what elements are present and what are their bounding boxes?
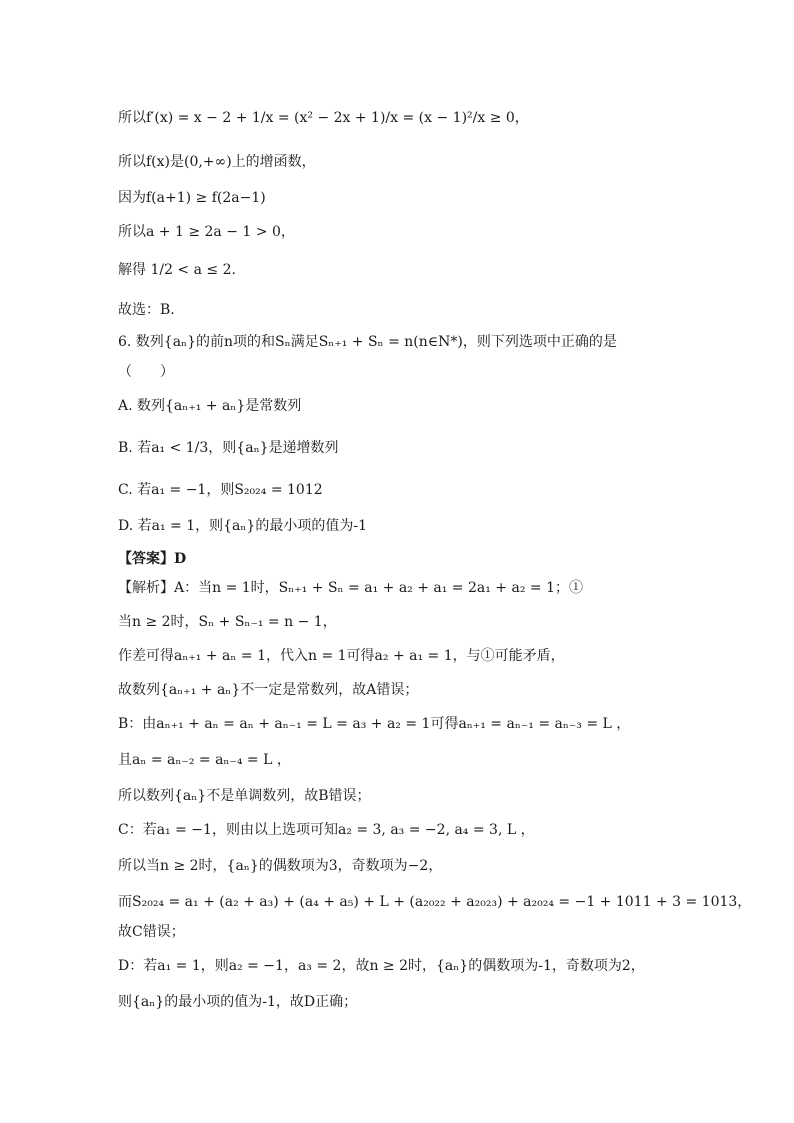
inequality-given-line: 因为f(a+1) ≥ f(2a−1) xyxy=(118,190,266,206)
analysis-b-even-line: 且aₙ = aₙ₋₂ = aₙ₋₄ = L ， xyxy=(118,752,291,768)
analysis-c-parity-line: 所以当n ≥ 2时，{aₙ}的偶数项为3，奇数项为−2， xyxy=(118,858,443,874)
question-6-stem: 6. 数列{aₙ}的前n项的和Sₙ满足Sₙ₊₁ + Sₙ = n(n∈N*)，则下列选项中正确的是 xyxy=(118,334,617,350)
analysis-d-conclusion-line: 则{aₙ}的最小项的值为-1，故D正确； xyxy=(118,994,358,1010)
analysis-difference-line: 作差可得aₙ₊₁ + aₙ = 1，代入n = 1可得a₂ + a₁ = 1，与①可能矛盾， xyxy=(118,648,565,664)
choice-line: 故选：B. xyxy=(118,302,175,318)
analysis-d-line: D：若a₁ = 1，则a₂ = −1，a₃ = 2，故n ≥ 2时，{aₙ}的偶数项为-1，奇数项为2， xyxy=(118,958,645,974)
option-c: C. 若a₁ = −1，则S₂₀₂₄ = 1012 xyxy=(118,482,323,498)
question-6-blank: （ ） xyxy=(118,364,174,380)
analysis-c-conclusion-line: 故C错误； xyxy=(118,924,185,940)
analysis-b-line: B：由aₙ₊₁ + aₙ = aₙ + aₙ₋₁ = L = a₃ + a₂ = 1可得aₙ₊₁ = aₙ₋₁ = aₙ₋₃ = L ， xyxy=(118,716,631,732)
analysis-b-conclusion-line: 所以数列{aₙ}不是单调数列，故B错误； xyxy=(118,788,371,804)
solution-range-line: 解得 1/2 < a ≤ 2. xyxy=(118,262,236,278)
derivative-line: 所以f′(x) = x − 2 + 1/x = (x² − 2x + 1)/x = (x − 1)²/x ≥ 0， xyxy=(118,110,529,126)
answer-line: 【答案】D xyxy=(118,551,187,567)
option-b: B. 若a₁ < 1/3，则{aₙ}是递增数列 xyxy=(118,440,339,456)
analysis-n-ge-2-line: 当n ≥ 2时，Sₙ + Sₙ₋₁ = n − 1， xyxy=(118,614,337,630)
inequality-deduced-line: 所以a + 1 ≥ 2a − 1 > 0， xyxy=(118,224,295,240)
analysis-c-sum-line: 而S₂₀₂₄ = a₁ + (a₂ + a₃) + (a₄ + a₅) + L + (a₂₀₂₂ + a₂₀₂₃) + a₂₀₂₄ = −1 + 1011 + 3 = 1013， xyxy=(118,894,752,910)
increasing-function-line: 所以f(x)是(0,+∞)上的增函数， xyxy=(118,154,316,170)
option-a: A. 数列{aₙ₊₁ + aₙ}是常数列 xyxy=(118,398,302,414)
analysis-a-conclusion-line: 故数列{aₙ₊₁ + aₙ}不一定是常数列，故A错误； xyxy=(118,682,419,698)
analysis-a-line: 【解析】A：当n = 1时，Sₙ₊₁ + Sₙ = a₁ + a₂ + a₁ = 2a₁ + a₂ = 1；① xyxy=(118,580,583,596)
analysis-c-line: C：若a₁ = −1，则由以上选项可知a₂ = 3, a₃ = −2, a₄ = 3, L ， xyxy=(118,822,535,838)
option-d: D. 若a₁ = 1，则{aₙ}的最小项的值为-1 xyxy=(118,518,367,534)
